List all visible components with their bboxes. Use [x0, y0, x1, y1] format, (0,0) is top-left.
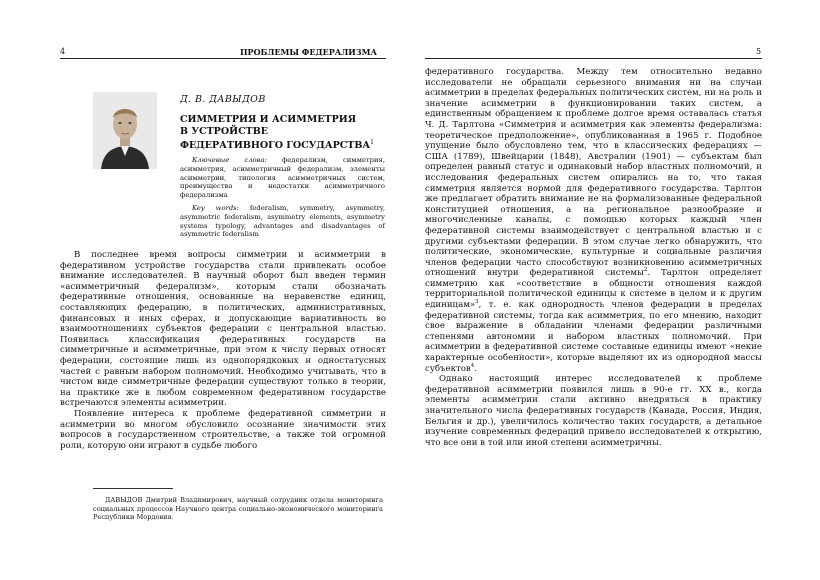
header-rule-left [60, 58, 386, 59]
title-line: СИММЕТРИЯ И АСИММЕТРИЯ [180, 114, 357, 125]
title-line: В УСТРОЙСТВЕ [180, 125, 268, 137]
keywords-label: Ключевые слова: [192, 156, 267, 164]
keywords-label: Key words: [192, 204, 239, 212]
author-footnote: ДАВЫДОВ Дмитрий Владимирович, научный сотрудник отдела мониторинга социальных процессов Научного центра социально-экономического мониторинга Республики Мордовия. [93, 496, 383, 522]
author-name: Д. В. ДАВЫДОВ [180, 94, 266, 105]
header-rule-right [425, 58, 762, 59]
right-page [410, 0, 820, 580]
author-photo [93, 92, 157, 169]
right-body-text [425, 67, 762, 448]
title-line: ФЕДЕРАТИВНОГО ГОСУДАРСТВА$^1$ [180, 139, 374, 152]
paragraph: федеративного государства. Между тем относительно недавно исследователи не обращали серьезного внимания ни на случаи асимметрии в пределах федеральных политических систем, ни на роль и значение асимметрии в функционировании таких систем, а единственным обращением к проблеме долгое время оставалась статья Ч. Д. Тарлтона «Симметрия и асимметрия как элементы федерализма: теоретическое предположение», опубликованная в 1965 г. Подобное упущение было обусловлено тем, что в классических федерациях — США (1789), Швейцарии (1848), Австралии (1901) — субъектам был определен равный статус и одинаковый набор властных полномочий, и исследования федеральных систем опирались на то, что такая симметрия является нормой для федеративного государства. Тарлтон же предлагает обратить внимание не на формализованные федеральной конституцией отношения, а на региональное разнообразие и многочисленные каналы, с помощью которых каждый член федеративной системы взаимодействует с центральной властью и с другими субъектами федерации. В этом случае легко обнаружить, что политические, экономические, культурные и социальные различия членов федерации часто способствуют возникновению асимметричных отношений внутри федеративной системы$^2$. Тарлтон определяет симметрию как «соответствие в общности отношения каждой территориальной политической единицы к системе в целом и к другим единицам»$^3$, т. е. как однородность членов федерации в пределах федеративной системы, тогда как асимметрия, по его мнению, находит свое выражение в обладании членами федерации различными степенями автономии и набором властных полномочий. При асимметрии в федеративной системе составные единицы имеют «некие характерные особенности», которые выделяют их из однородной массы субъектов$^4$. [425, 67, 762, 374]
footnote-mark: 2 [643, 267, 648, 274]
author-portrait-image [93, 92, 157, 169]
paragraph: Появление интереса к проблеме федеративной симметрии и асимметрии во многом обусловило осознание значимости этих вопросов в государственном строительстве, а также той огромной роли, которую они играют в судьбе любого [60, 408, 386, 451]
article-title [180, 114, 374, 152]
title-footnote-mark: 1 [370, 139, 374, 146]
paragraph: В последнее время вопросы симметрии и асимметрии в федеративном устройстве государства стали привлекать особое внимание исследователей. В научный оборот был введен термин «асимметричный федерализм», которым стали обозначать федеративные отношения, основанные на неравенстве единиц, составляющих федерацию, в политических, административных, финансовых и иных сферах, и допускающие вариативность во взаимоотношениях субъектов федерации с центральной властью. Появилась классификация федеративных государств на симметричные и асимметричные, при этом к числу первых относят федерации, состоящие лишь из однопорядковых и одностатусных частей с равным набором полномочий. Необходимо учитывать, что в чистом виде симметричные федерации существуют только в теории, на практике же в любом современном федеративном государстве встречаются элементы асимметрии. [60, 250, 386, 409]
footnote-mark: 3 [475, 299, 479, 306]
paragraph: Однако настоящий интерес исследователей к проблеме федеративной асимметрии появился лишь в 90-е гг. XX в., когда элементы асимметрии стали активно внедряться в практику значительного числа федеративных государств (Канада, Россия, Индия, Бельгия и др.), увеличилось количество таких государств, а детальное изучение современных федераций привело исследователей к открытию, что все они в той или иной степени асимметричны. [425, 374, 762, 448]
footnote-mark: 4 [470, 362, 475, 369]
page-number-left: 4 [60, 47, 66, 56]
keywords-english: Key words: federalism, symmetry, asymmetry, asymmetric federalism, asymmetry elements, asymmetry systems typology, advantages and disadvantages of asymmetric federalism [180, 204, 385, 239]
left-body-text [60, 250, 386, 451]
footnote-rule [93, 488, 173, 489]
page-number-right: 5 [756, 47, 762, 56]
running-header-left: ПРОБЛЕМЫ ФЕДЕРАЛИЗМА [240, 47, 378, 57]
keywords-russian: Ключевые слова: федерализм, симметрия, асимметрия, асимметричный федерализм, элементы асимметрии, типология асимметричных систем, преимущества и недостатки асимметричного федерализма [180, 156, 385, 200]
